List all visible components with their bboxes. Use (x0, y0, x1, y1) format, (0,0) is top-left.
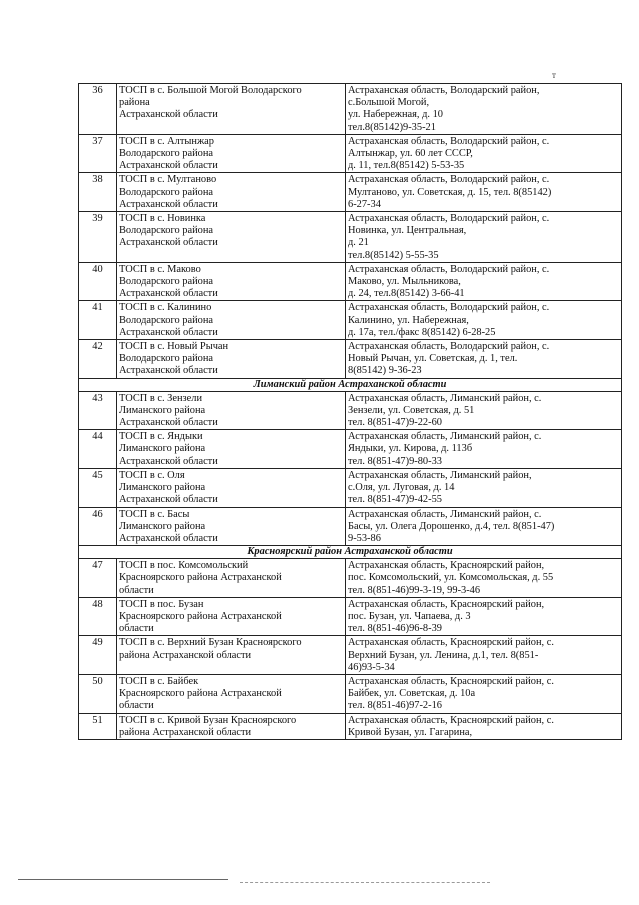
office-name-line: ТОСП в с. Оля (119, 469, 185, 481)
office-address-line: Байбек, ул. Советская, д. 10а (348, 688, 476, 700)
row-number: 42 (79, 340, 117, 379)
office-address-line: тел. 8(851-47)9-42-55 (348, 494, 442, 506)
office-name-line: Лиманского района (119, 404, 206, 416)
table-row (79, 173, 622, 212)
office-name-line: Астраханской области (119, 417, 218, 429)
office-address-cell (346, 391, 622, 430)
office-name-line: ТОСП в с. Большой Могой Володарского (119, 85, 302, 96)
office-address-line: 46)93-5-34 (348, 661, 395, 673)
row-number: 49 (79, 636, 117, 675)
office-name-line: Астраханской области (119, 160, 218, 172)
footer-rule (18, 879, 228, 880)
row-number: 51 (79, 713, 117, 739)
office-address-line: Астраханская область, Лиманский район, с. (348, 392, 542, 404)
office-address-line: тел.8(85142) 5-55-35 (348, 249, 439, 261)
office-address-line: Калинино, ул. Набережная, (348, 314, 469, 326)
office-name-cell (117, 713, 346, 739)
office-address-line: с.Оля, ул. Луговая, д. 14 (348, 482, 455, 494)
office-address-line: Мултаново, ул. Советская, д. 15, тел. 8(85142) (348, 186, 552, 198)
office-name-line: ТОСП в с. Новинка (119, 213, 206, 225)
row-number: 37 (79, 134, 117, 173)
section-title: Лиманский район Астраханской области (79, 378, 622, 391)
office-name-cell (117, 391, 346, 430)
row-number: 40 (79, 262, 117, 301)
office-name-line: района Астраханской области (119, 726, 252, 738)
row-number: 38 (79, 173, 117, 212)
office-name-line: области (119, 700, 154, 712)
office-name-line: Володарского района (119, 148, 214, 160)
office-name-line: ТОСП в с. Яндыки (119, 431, 203, 443)
office-address-line: тел. 8(851-46)96-8-39 (348, 623, 442, 635)
office-address-line: Кривой Бузан, ул. Гагарина, (348, 726, 473, 738)
office-address-line: тел. 8(851-47)9-80-33 (348, 455, 442, 467)
office-address-line: Астраханская область, Лиманский район, с. (348, 431, 542, 443)
office-name-line: Астраханской области (119, 532, 218, 544)
office-name-line: Астраханской области (119, 198, 218, 210)
office-name-line: района (119, 97, 150, 109)
office-name-cell (117, 559, 346, 598)
office-name-line: ТОСП в с. Байбек (119, 675, 199, 687)
table-row (79, 636, 622, 675)
office-name-cell (117, 301, 346, 340)
office-address-cell (346, 84, 622, 135)
office-address-cell (346, 597, 622, 636)
office-address-line: Новинка, ул. Центральная, (348, 225, 467, 237)
office-address-line: Астраханская область, Володарский район, с. (348, 135, 550, 147)
office-name-line: Красноярского района Астраханской (119, 610, 282, 622)
office-address-line: пос. Бузан, ул. Чапаева, д. 3 (348, 610, 471, 622)
office-name-cell (117, 468, 346, 507)
office-name-line: ТОСП в с. Верхний Бузан Красноярского (119, 637, 302, 649)
registry-table-body (79, 84, 622, 740)
table-row (79, 559, 622, 598)
table-row (79, 340, 622, 379)
office-address-line: Астраханская область, Лиманский район, (348, 469, 532, 481)
office-address-line: Новый Рычан, ул. Советская, д. 1, тел. (348, 353, 518, 365)
row-number: 39 (79, 212, 117, 263)
office-name-cell (117, 212, 346, 263)
row-number: 36 (79, 84, 117, 135)
office-name-line: области (119, 584, 154, 596)
office-address-line: Астраханская область, Красноярский район, (348, 560, 545, 572)
office-name-line: ТОСП в с. Новый Рычан (119, 341, 229, 353)
office-address-line: д. 24, тел.8(85142) 3-66-41 (348, 288, 465, 300)
table-row (79, 391, 622, 430)
row-number: 47 (79, 559, 117, 598)
office-address-line: Басы, ул. Олега Дорошенко, д.4, тел. 8(851-47) (348, 520, 555, 532)
table-row (79, 134, 622, 173)
office-name-line: ТОСП в с. Басы (119, 508, 190, 520)
office-address-cell (346, 262, 622, 301)
row-number: 46 (79, 507, 117, 546)
office-address-cell (346, 430, 622, 469)
table-row (79, 262, 622, 301)
office-name-line: Володарского района (119, 276, 214, 288)
table-row (79, 468, 622, 507)
table-row (79, 212, 622, 263)
table-row (79, 597, 622, 636)
office-address-cell (346, 340, 622, 379)
office-name-line: ТОСП в с. Маково (119, 263, 201, 275)
office-name-cell (117, 173, 346, 212)
office-name-line: ТОСП в с. Мултаново (119, 174, 217, 186)
office-address-line: Астраханская область, Красноярский район, (348, 598, 545, 610)
table-row (79, 713, 622, 739)
section-title: Красноярский район Астраханской области (79, 546, 622, 559)
office-address-line: Астраханская область, Володарский район, с. (348, 174, 550, 186)
table-row (79, 674, 622, 713)
registry-table (78, 83, 622, 740)
office-address-cell (346, 212, 622, 263)
office-address-line: Астраханская область, Володарский район, с. (348, 213, 550, 225)
office-name-cell (117, 262, 346, 301)
office-address-line: д. 21 (348, 237, 369, 249)
table-row (79, 84, 622, 135)
table-row (79, 507, 622, 546)
office-address-line: тел. 8(851-47)9-22-60 (348, 417, 442, 429)
office-address-cell (346, 134, 622, 173)
office-name-line: ТОСП в пос. Комсомольский (119, 560, 249, 572)
office-address-cell (346, 713, 622, 739)
office-name-line: Астраханской области (119, 237, 218, 249)
office-address-line: Зензели, ул. Советская, д. 51 (348, 404, 475, 416)
footer-rule-dashed (240, 882, 490, 883)
table-row (79, 301, 622, 340)
office-address-line: с.Большой Могой, (348, 97, 430, 109)
office-name-line: Астраханской области (119, 109, 218, 121)
office-name-line: Астраханской области (119, 365, 218, 377)
row-number: 41 (79, 301, 117, 340)
office-name-line: района Астраханской области (119, 649, 252, 661)
office-name-line: Володарского района (119, 314, 214, 326)
office-name-cell (117, 507, 346, 546)
office-name-line: Красноярского района Астраханской (119, 688, 282, 700)
page-corner-mark: т (552, 70, 556, 80)
office-address-line: Астраханская область, Володарский район, с. (348, 263, 550, 275)
office-address-line: Астраханская область, Красноярский район, с. (348, 637, 554, 649)
office-name-line: области (119, 623, 154, 635)
office-name-cell (117, 674, 346, 713)
office-address-cell (346, 674, 622, 713)
office-name-line: Красноярского района Астраханской (119, 572, 282, 584)
office-address-line: Алтынжар, ул. 60 лет СССР, (348, 148, 473, 160)
office-address-line: Астраханская область, Красноярский район, с. (348, 675, 554, 687)
office-name-line: Лиманского района (119, 520, 206, 532)
office-name-line: Астраханской области (119, 288, 218, 300)
office-name-line: Володарского района (119, 225, 214, 237)
office-address-line: Яндыки, ул. Кирова, д. 113б (348, 443, 473, 455)
office-address-line: ул. Набережная, д. 10 (348, 109, 444, 121)
office-address-line: Верхний Бузан, ул. Ленина, д.1, тел. 8(851- (348, 649, 539, 661)
table-row (79, 430, 622, 469)
office-name-line: Лиманского района (119, 443, 206, 455)
section-header-row (79, 378, 622, 391)
office-name-cell (117, 340, 346, 379)
row-number: 43 (79, 391, 117, 430)
office-address-line: тел. 8(851-46)97-2-16 (348, 700, 442, 712)
section-header-row (79, 546, 622, 559)
office-address-cell (346, 559, 622, 598)
office-name-line: Астраханской области (119, 455, 218, 467)
office-name-cell (117, 430, 346, 469)
office-address-cell (346, 468, 622, 507)
office-address-line: 8(85142) 9-36-23 (348, 365, 422, 377)
office-name-cell (117, 597, 346, 636)
office-address-line: д. 17а, тел./факс 8(85142) 6-28-25 (348, 326, 496, 338)
office-address-line: Астраханская область, Володарский район, (348, 85, 540, 96)
office-name-line: ТОСП в с. Зензели (119, 392, 203, 404)
office-address-line: 6-27-34 (348, 198, 381, 210)
office-address-cell (346, 507, 622, 546)
office-name-line: Володарского района (119, 186, 214, 198)
office-address-line: Астраханская область, Володарский район, с. (348, 302, 550, 314)
office-name-cell (117, 636, 346, 675)
office-address-line: пос. Комсомольский, ул. Комсомольская, д. 55 (348, 572, 554, 584)
office-address-line: Маково, ул. Мыльникова, (348, 276, 461, 288)
office-address-line: тел.8(85142)9-35-21 (348, 121, 436, 133)
office-name-line: ТОСП в с. Кривой Бузан Красноярского (119, 714, 297, 726)
office-name-line: Астраханской области (119, 326, 218, 338)
row-number: 44 (79, 430, 117, 469)
office-name-line: Володарского района (119, 353, 214, 365)
office-address-line: д. 11, тел.8(85142) 5-53-35 (348, 160, 465, 172)
office-name-line: Лиманского района (119, 482, 206, 494)
office-address-line: Астраханская область, Лиманский район, с. (348, 508, 542, 520)
office-name-line: ТОСП в с. Алтынжар (119, 135, 214, 147)
row-number: 48 (79, 597, 117, 636)
office-name-cell (117, 84, 346, 135)
row-number: 45 (79, 468, 117, 507)
office-name-line: ТОСП в с. Калинино (119, 302, 212, 314)
office-address-line: Астраханская область, Володарский район, с. (348, 341, 550, 353)
office-address-cell (346, 636, 622, 675)
office-name-line: ТОСП в пос. Бузан (119, 598, 204, 610)
office-name-line: Астраханской области (119, 494, 218, 506)
office-address-line: Астраханская область, Красноярский район, с. (348, 714, 554, 726)
office-address-line: тел. 8(851-46)99-3-19, 99-3-46 (348, 584, 481, 596)
row-number: 50 (79, 674, 117, 713)
office-address-cell (346, 173, 622, 212)
office-address-line: 9-53-86 (348, 532, 381, 544)
office-address-cell (346, 301, 622, 340)
office-name-cell (117, 134, 346, 173)
